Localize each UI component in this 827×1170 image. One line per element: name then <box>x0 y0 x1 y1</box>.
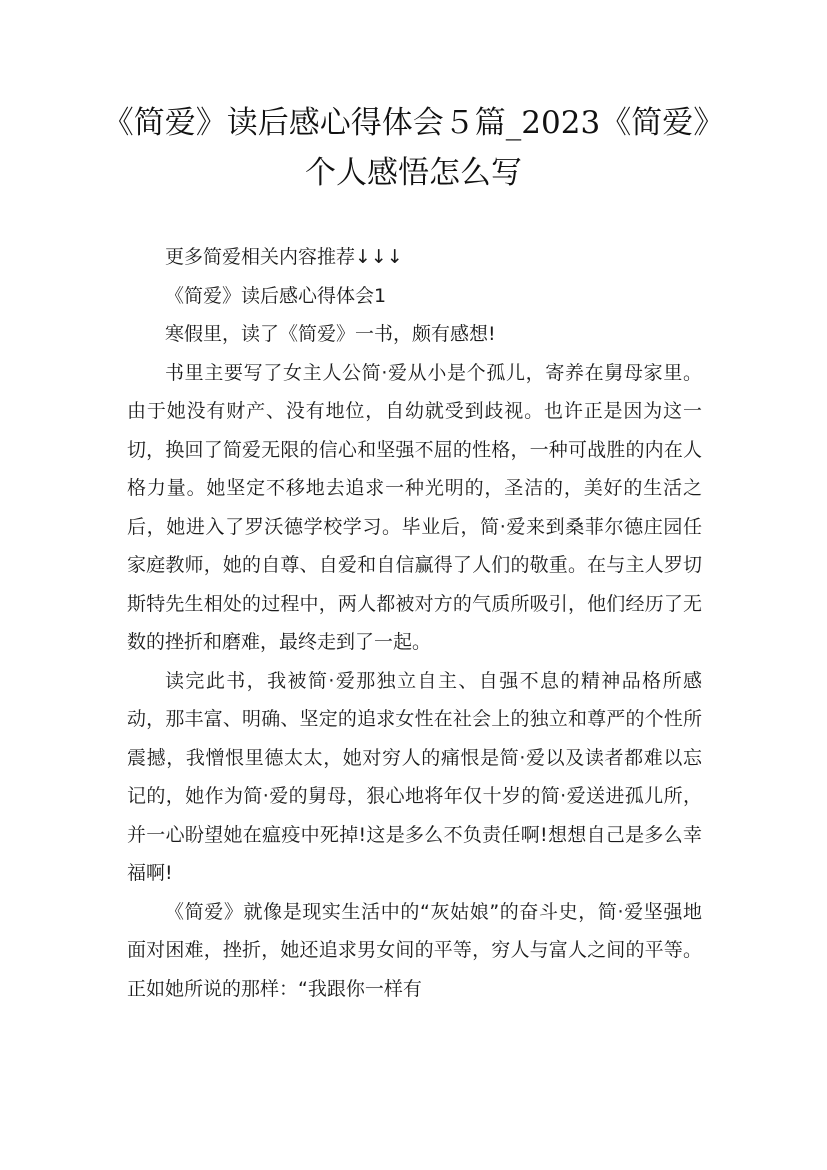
document-body <box>127 238 702 1008</box>
paragraph: 读完此书，我被简·爱那独立自主、自强不息的精神品格所感动，那丰富、明确、坚定的追求女性在社会上的独立和尊严的个性所震撼，我憎恨里德太太，她对穷人的痛恨是简·爱以及读者都难以忘记的，她作为简·爱的舅母，狠心地将年仅十岁的简·爱送进孤儿所，并一心盼望她在瘟疫中死掉!这是多么不负责任啊!想想自己是多么幸福啊! <box>127 669 702 884</box>
paragraph: 《简爱》就像是现实生活中的“灰姑娘”的奋斗史，简·爱坚强地面对困难，挫折，她还追求男女间的平等，穷人与富人之间的平等。正如她所说的那样：“我跟你一样有 <box>127 900 702 1000</box>
paragraph-heading-1: 《简爱》读后感心得体会1 <box>165 284 387 307</box>
paragraph: 书里主要写了女主人公简·爱从小是个孤儿，寄养在舅母家里。由于她没有财产、没有地位，自幼就受到歧视。也许正是因为这一切，换回了简爱无限的信心和坚强不屈的性格，一种可战胜的内在人格力量。她坚定不移地去追求一种光明的，圣洁的，美好的生活之后，她进入了罗沃德学校学习。毕业后，简·爱来到桑菲尔德庄园任家庭教师，她的自尊、自爱和自信赢得了人们的敬重。在与主人罗切斯特先生相处的过程中，两人都被对方的气质所吸引，他们经历了无数的挫折和磨难，最终走到了一起。 <box>127 361 702 653</box>
paragraph: 寒假里，读了《简爱》一书，颇有感想! <box>165 323 496 345</box>
paragraph-recommend: 更多简爱相关内容推荐↓↓↓ <box>165 246 403 268</box>
title-line-1: 《简爱》读后感心得体会５篇_2023《简爱》 <box>102 105 725 141</box>
document-title <box>100 98 727 198</box>
title-line-2: 个人感悟怎么写 <box>305 155 522 191</box>
